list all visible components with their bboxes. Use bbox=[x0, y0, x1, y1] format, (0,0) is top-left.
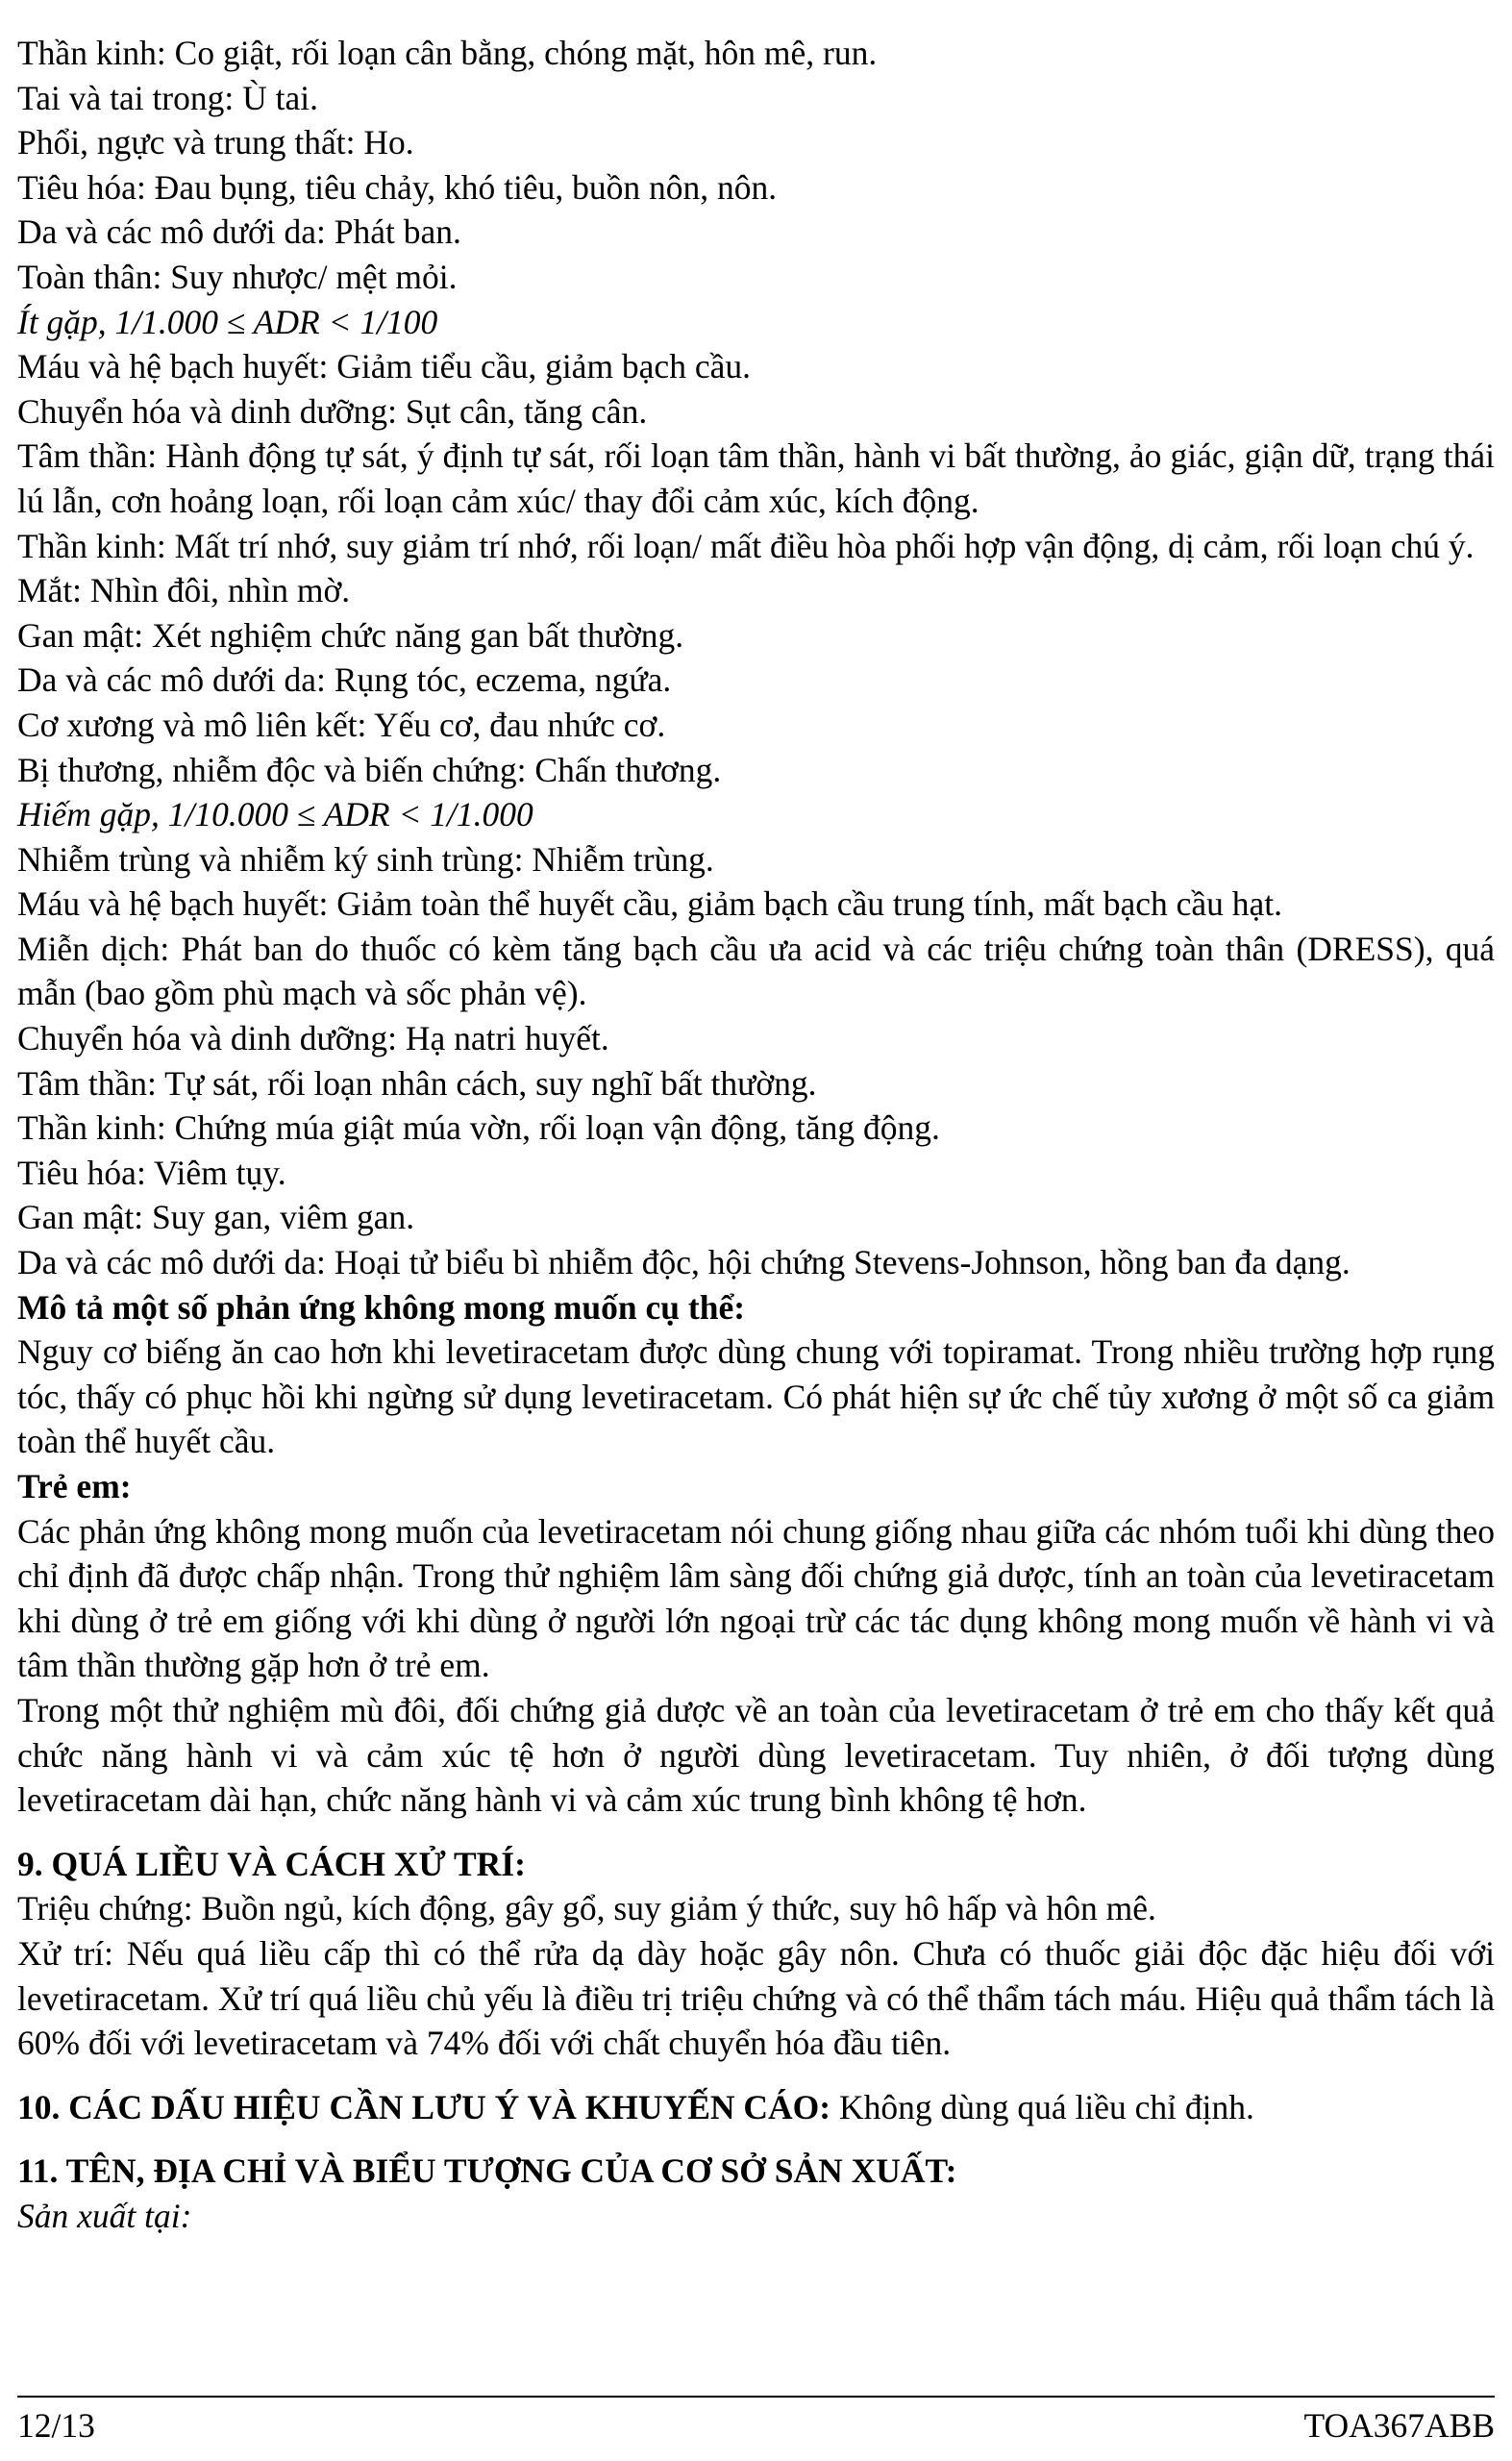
section-9-title: 9. QUÁ LIỀU VÀ CÁCH XỬ TRÍ: bbox=[17, 1844, 526, 1883]
overdose-treatment: Xử trí: Nếu quá liều cấp thì có thể rửa dạ dày hoặc gây nôn. Chưa có thuốc giải độc đặc hiệu đối với levetiracetam. Xử trí quá liều chủ yếu là điều trị triệu chứng và có thể thẩm tách máu. Hiệu quả thẩm tách là 60% đối với levetiracetam và 74% đối với chất chuyển hóa đầu tiên. bbox=[17, 1933, 1495, 2063]
immune-paragraph: Miễn dịch: Phát ban do thuốc có kèm tăng bạch cầu ưa acid và các triệu chứng toàn thân (DRESS), quá mẫn (bao gồm phù mạch và sốc phản vệ). bbox=[17, 929, 1495, 1013]
effect-line: Bị thương, nhiễm độc và biến chứng: Chấn thương. bbox=[17, 750, 722, 789]
spacer bbox=[17, 1823, 1495, 1842]
effect-line: Chuyển hóa và dinh dưỡng: Hạ natri huyết. bbox=[17, 1019, 609, 1058]
section-10-title: 10. CÁC DẤU HIỆU CẦN LƯU Ý VÀ KHUYẾN CÁO: bbox=[17, 2087, 831, 2126]
effect-line: Phổi, ngực và trung thất: Ho. bbox=[17, 123, 414, 162]
rare-frequency-heading: Hiếm gặp, 1/10.000 ≤ ADR < 1/1.000 bbox=[17, 795, 533, 834]
children-heading: Trẻ em: bbox=[17, 1467, 132, 1505]
uncommon-effects-list bbox=[17, 344, 1495, 792]
document-body bbox=[17, 31, 1495, 2239]
document-code: TOA367ABB bbox=[1303, 2406, 1495, 2445]
effect-line: Thần kinh: Chứng múa giật múa vờn, rối loạn vận động, tăng động. bbox=[17, 1108, 940, 1148]
effect-line: Máu và hệ bạch huyết: Giảm toàn thể huyết cầu, giảm bạch cầu trung tính, mất bạch cầu hạt. bbox=[17, 884, 1282, 924]
effect-line: Nhiễm trùng và nhiễm ký sinh trùng: Nhiễm trùng. bbox=[17, 839, 714, 879]
page-number: 12/13 bbox=[17, 2406, 95, 2445]
effect-line: Tiêu hóa: Viêm tụy. bbox=[17, 1153, 286, 1192]
effect-line: Tai và tai trong: Ù tai. bbox=[17, 78, 318, 117]
effect-line: Da và các mô dưới da: Rụng tóc, eczema, ngứa. bbox=[17, 660, 672, 700]
section-10-text: Không dùng quá liều chỉ định. bbox=[830, 2087, 1254, 2126]
section-11-title: 11. TÊN, ĐỊA CHỈ VÀ BIỂU TƯỢNG CỦA CƠ SỞ SẢN XUẤT: bbox=[17, 2151, 957, 2191]
spacer bbox=[17, 2066, 1495, 2085]
rare-effects-list bbox=[17, 837, 1495, 1285]
specific-reactions-heading: Mô tả một số phản ứng không mong muốn cụ thể: bbox=[17, 1287, 746, 1327]
section-10 bbox=[17, 2085, 1495, 2130]
effect-line: Da và các mô dưới da: Phát ban. bbox=[17, 212, 461, 252]
children-paragraph: Các phản ứng không mong muốn của levetiracetam nói chung giống nhau giữa các nhóm tuổi khi dùng theo chỉ định đã được chấp nhận. Trong thử nghiệm lâm sàng đối chứng giả dược, tính an toàn của levetiracetam khi dùng ở trẻ em giống với khi dùng ở người lớn ngoại trừ các tác dụng không mong muốn về hành vi và tâm thần thường gặp hơn ở trẻ em. bbox=[17, 1511, 1495, 1685]
common-effects-list bbox=[17, 31, 1495, 300]
effect-line: Gan mật: Xét nghiệm chức năng gan bất thường. bbox=[17, 615, 684, 655]
skin-paragraph: Da và các mô dưới da: Hoại tử biểu bì nhiễm độc, hội chứng Stevens-Johnson, hồng ban đa dạng. bbox=[17, 1243, 1351, 1282]
manufactured-at-label: Sản xuất tại: bbox=[17, 2196, 192, 2235]
page-footer bbox=[17, 2403, 1495, 2448]
effect-line: Tâm thần: Tự sát, rối loạn nhân cách, suy nghĩ bất thường. bbox=[17, 1063, 817, 1103]
effect-line: Mắt: Nhìn đôi, nhìn mờ. bbox=[17, 571, 351, 610]
effect-line: Thần kinh: Co giật, rối loạn cân bằng, chóng mặt, hôn mê, run. bbox=[17, 34, 878, 72]
footer-rule bbox=[17, 2396, 1495, 2398]
effect-line: Cơ xương và mô liên kết: Yếu cơ, đau nhức cơ. bbox=[17, 705, 666, 744]
uncommon-frequency-heading: Ít gặp, 1/1.000 ≤ ADR < 1/100 bbox=[17, 302, 438, 341]
neurological-paragraph: Thần kinh: Mất trí nhớ, suy giảm trí nhớ, rối loạn/ mất điều hòa phối hợp vận động, dị cảm, rối loạn chú ý. bbox=[17, 526, 1475, 565]
effect-line: Gan mật: Suy gan, viêm gan. bbox=[17, 1198, 415, 1237]
specific-reactions-paragraph: Nguy cơ biếng ăn cao hơn khi levetiracetam được dùng chung với topiramat. Trong nhiều trường hợp rụng tóc, thấy có phục hồi khi ngừng sử dụng levetiracetam. Có phát hiện sự ức chế tủy xương ở một số ca giảm toàn thể huyết cầu. bbox=[17, 1332, 1495, 1461]
children-paragraph: Trong một thử nghiệm mù đôi, đối chứng giả dược về an toàn của levetiracetam ở trẻ em cho thấy kết quả chức năng hành vi và cảm xúc tệ hơn ở người dùng levetiracetam. Tuy nhiên, ở đối tượng dùng levetiracetam dài hạn, chức năng hành vi và cảm xúc trung bình không tệ hơn. bbox=[17, 1690, 1495, 1820]
effect-line: Tiêu hóa: Đau bụng, tiêu chảy, khó tiêu, buồn nôn, nôn. bbox=[17, 167, 778, 207]
effect-line: Máu và hệ bạch huyết: Giảm tiểu cầu, giảm bạch cầu. bbox=[17, 347, 751, 386]
effect-line: Chuyển hóa và dinh dưỡng: Sụt cân, tăng cân. bbox=[17, 391, 648, 431]
spacer bbox=[17, 2129, 1495, 2149]
effect-line: Toàn thân: Suy nhược/ mệt mỏi. bbox=[17, 257, 458, 296]
overdose-symptoms: Triệu chứng: Buồn ngủ, kích động, gây gổ, suy giảm ý thức, suy hô hấp và hôn mê. bbox=[17, 1889, 1156, 1928]
psychiatric-paragraph: Tâm thần: Hành động tự sát, ý định tự sát, rối loạn tâm thần, hành vi bất thường, ảo giác, giận dữ, trạng thái lú lẫn, cơn hoảng loạn, rối loạn cảm xúc/ thay đổi cảm xúc, kích động. bbox=[17, 436, 1495, 520]
